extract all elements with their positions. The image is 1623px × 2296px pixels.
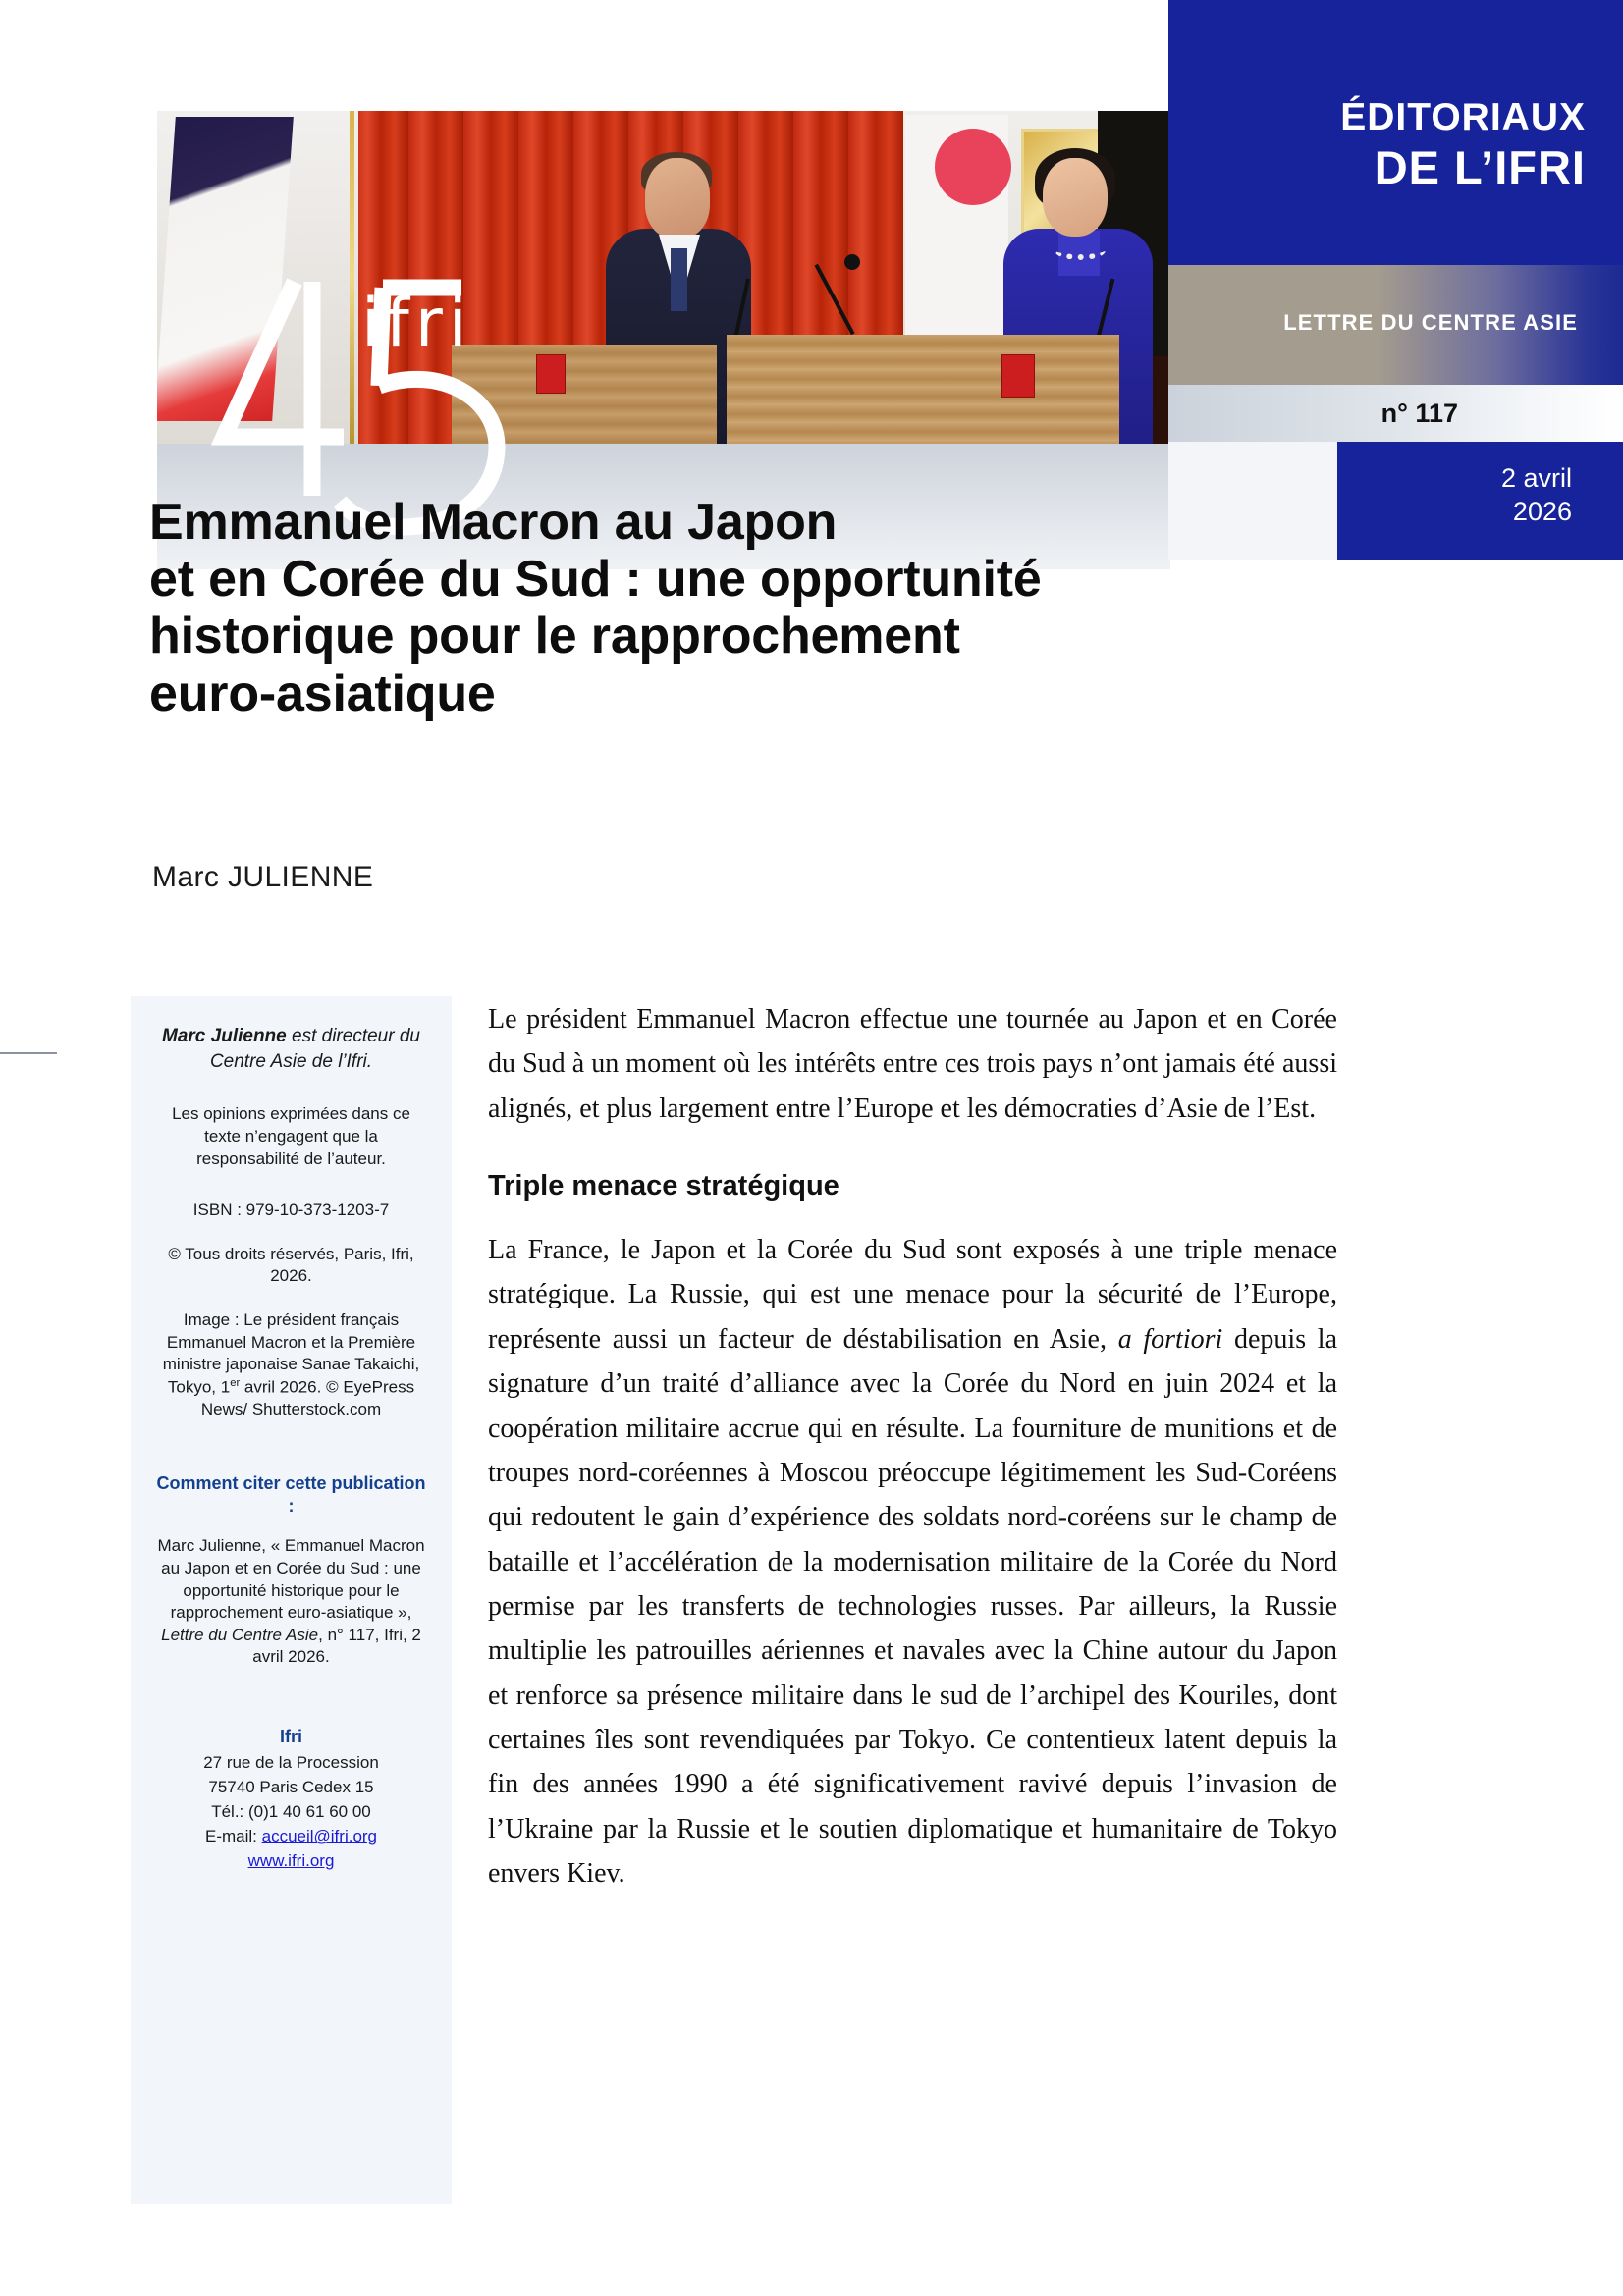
cite-heading: Comment citer cette publication : — [156, 1472, 426, 1517]
isbn: ISBN : 979-10-373-1203-7 — [192, 1201, 390, 1220]
podium-right — [727, 335, 1119, 445]
french-flag — [157, 117, 294, 421]
issue-block — [1168, 385, 1623, 442]
page-title — [149, 494, 1308, 722]
title-line-3: historique pour le rapprochement — [149, 608, 960, 666]
date-year: 2026 — [1512, 497, 1572, 526]
ifri-wordmark: ifri — [361, 285, 473, 362]
image-credit-part2: avril 2026. — [240, 1377, 322, 1397]
email-label: E-mail: — [204, 1827, 262, 1846]
body-paragraph-1-a: La France, le Japon et la Corée du Sud sont exposés à une triple menace stratégique. La Russie, qui est une menace pour la sécurité de l’Europe, représente aussi un facteur de déstabilisation en Asie, — [488, 1235, 1337, 1355]
bio-rule-divider — [0, 1052, 57, 1054]
org-name: Ifri — [279, 1727, 302, 1747]
main-content — [488, 997, 1337, 1896]
org-email-row — [152, 1825, 430, 1847]
title-line-2: et en Corée du Sud : une opportunité — [149, 551, 1042, 609]
lede-paragraph: Le président Emmanuel Macron effectue une tournée au Japon et en Corée du Sud à un moment où les intérêts entre ces trois pays n’ont jamais été aussi alignés, et plus largement entre l’Europe et les démocraties d’Asie de l’Est. — [488, 1004, 1337, 1124]
image-credit-part1: Image : Le président français Emmanuel Macron et la Première ministre japonaise Sanae Takaichi, Tokyo, 1 — [162, 1309, 420, 1397]
microphone-head-icon — [844, 254, 860, 270]
org-address-line-2: 75740 Paris Cedex 15 — [208, 1778, 374, 1797]
author-bio — [152, 1020, 430, 1074]
podium-seal — [536, 354, 566, 394]
org-phone: Tél.: (0)1 40 61 60 00 — [211, 1802, 371, 1822]
citation-part2: , n° 117, Ifri, 2 avril 2026. — [252, 1625, 421, 1667]
date-block — [1337, 442, 1623, 560]
image-credit-ordinal: er — [230, 1376, 241, 1389]
author-byline: Marc JULIENNE — [152, 861, 374, 893]
body-paragraph-1-b: depuis la signature d’un traité d’alliance avec la Corée du Nord en juin 2024 et la coopération militaire accrue qui en résulte. La fourniture de munitions et de troupes nord-coréennes à Moscou préoccupe légitimement les Sud-Coréens qui redoutent le gain d’expérience des soldats nord-coréens sur le champ de bataille et l’accélération de la modernisation militaire de la Corée du Nord permise par les transferts de technologies russes. Par ailleurs, la Russie multiplie les patrouilles aériennes et navales avec la Chine autour du Japon et renforce sa présence militaire dans le sud de l’archipel des Kouriles, dont certaines îles sont revendiquées par Tokyo. Ce contentieux latent depuis la fin des années 1990 a été significativement ravivé depuis l’invasion de l’Ukraine par la Russie et le soutien diplomatique et humanitaire de Tokyo envers Kiev. — [488, 1323, 1337, 1890]
cover-photo — [157, 111, 1170, 445]
podium-seal — [1001, 354, 1035, 398]
section-heading: Triple menace stratégique — [488, 1170, 839, 1202]
website-link[interactable]: www.ifri.org — [247, 1851, 335, 1871]
series-block — [1168, 265, 1623, 385]
sidebar — [131, 996, 452, 2204]
podium-left — [452, 345, 717, 445]
series-label: LETTRE DU CENTRE ASIE — [1283, 310, 1578, 335]
citation-series-italic: Lettre du Centre Asie — [161, 1625, 319, 1644]
citation — [152, 1535, 430, 1669]
title-line-1: Emmanuel Macron au Japon — [149, 494, 838, 551]
citation-part1: Marc Julienne, « Emmanuel Macron au Japon et en Corée du Sud : une opportunité historique pour le rapprochement euro-asiatique », — [157, 1536, 425, 1623]
org-website-row — [152, 1849, 430, 1872]
copyright: © Tous droits réservés, Paris, Ifri, 2026. — [168, 1244, 414, 1286]
body-paragraph-1-emphasis: a fortiori — [1117, 1323, 1223, 1355]
photo-wall-left — [157, 111, 358, 445]
brand-line-2: DE L’IFRI — [1374, 141, 1586, 193]
disclaimer: Les opinions exprimées dans ce texte n’engagent que la responsabilité de l’auteur. — [172, 1104, 410, 1168]
brand-block — [1168, 0, 1623, 265]
image-credit-source: © EyePress News/ Shutterstock.com — [200, 1377, 415, 1419]
title-line-4: euro-asiatique — [149, 665, 496, 722]
gold-molding — [350, 111, 354, 445]
body-paragraph-1 — [488, 1228, 1337, 1896]
org-address-line-1: 27 rue de la Procession — [203, 1753, 379, 1773]
email-link[interactable]: accueil@ifri.org — [261, 1827, 378, 1846]
author-bio-name: Marc Julienne — [162, 1026, 287, 1046]
page-header — [0, 0, 1623, 569]
author-bio-rest: est directeur du Centre Asie de l’Ifri. — [209, 1026, 420, 1072]
issue-number: n° 117 — [1380, 399, 1458, 428]
image-credit — [152, 1309, 430, 1421]
brand-line-1: ÉDITORIAUX — [1340, 96, 1586, 138]
date-day-month: 2 avril — [1500, 463, 1572, 493]
